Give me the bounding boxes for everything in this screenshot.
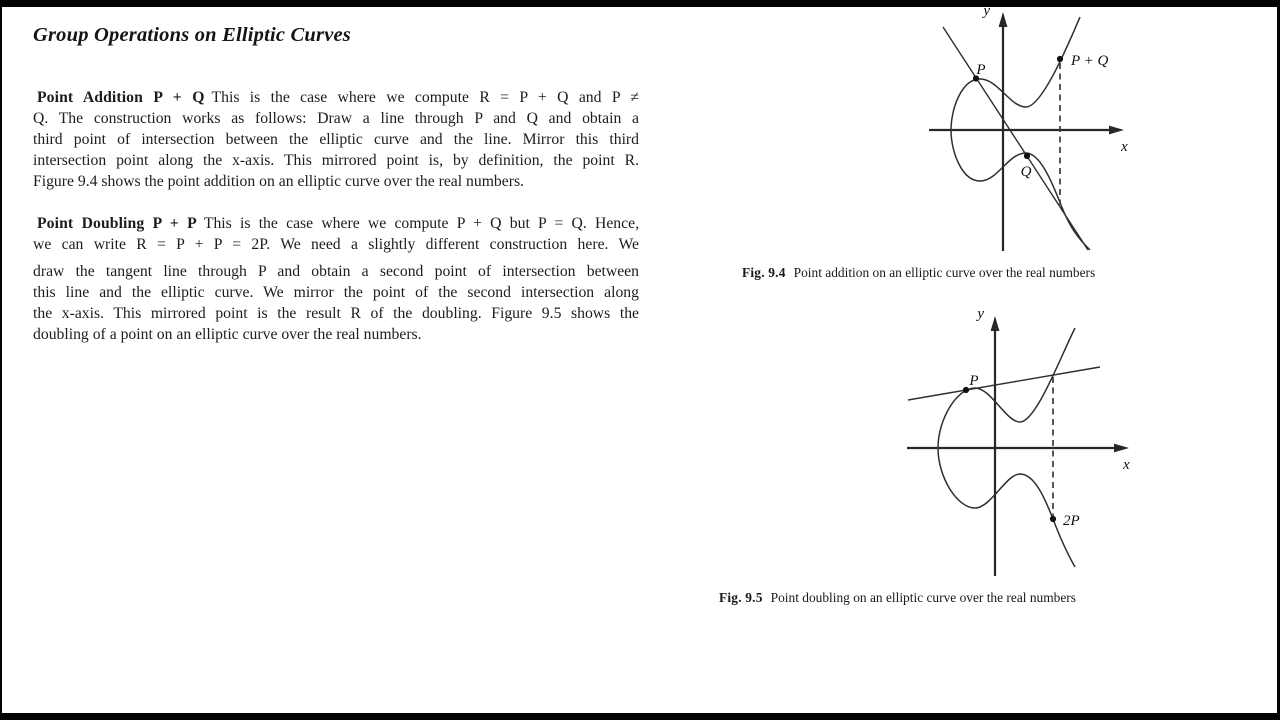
text-line: we can write R = P + P = 2P. We need a slightly different construction here. We [33,236,639,253]
figure-9-5-caption-text: Point doubling on an elliptic curve over the real numbers [770,590,1076,605]
x-axis-label: x [1121,139,1128,155]
text-line: intersection point along the x-axis. This mirrored point is, by definition, the point R. [33,152,639,169]
text-line: third point of intersection between the elliptic curve and the line. Mirror this third [33,131,639,148]
figure-9-4-caption-label: Fig. 9.4 [742,265,786,280]
figure-9-5-caption [719,590,1076,606]
figure-9-5-plot [888,300,1160,580]
tangent-line-through-p [908,367,1100,400]
figure-9-4-caption [742,265,1095,281]
figure-9-4-caption-text: Point addition on an elliptic curve over the real numbers [793,265,1096,280]
frame-left-edge [0,0,2,720]
line-through-p-q [943,27,1088,250]
elliptic-curve-path [951,17,1090,250]
x-axis-arrow-icon [1109,126,1124,135]
text-line-rest: This is the case where we compute R = P + Q and P ≠ [211,89,639,106]
text-line: the x-axis. This mirrored point is the result R of the doubling. Figure 9.5 shows the [33,305,639,322]
point-p-dot [963,387,969,393]
y-axis-label: y [983,3,990,19]
y-axis-arrow-icon [999,12,1008,27]
y-axis-arrow-icon [991,316,1000,331]
point-2p-label: 2P [1063,513,1080,529]
text-line: this line and the elliptic curve. We mirror the point of the second intersection along [33,284,639,301]
figure-9-4-plot [900,0,1160,258]
text-line: doubling of a point on an elliptic curve over the real numbers. [33,326,422,343]
run-in-heading-point-addition: Point Addition P + Q [37,89,205,106]
y-axis-label: y [977,306,984,322]
point-q-label: Q [1020,164,1032,180]
text-line [33,213,639,234]
text-line [33,87,639,108]
letterbox-bottom-bar [0,713,1280,720]
point-p-plus-q-label: P + Q [1071,53,1109,69]
x-axis-label: x [1123,457,1130,473]
point-p-plus-q-dot [1057,56,1063,62]
run-in-heading-point-doubling: Point Doubling P + P [37,215,197,232]
figure-9-5-caption-label: Fig. 9.5 [719,590,763,605]
paragraph-point-doubling [33,213,639,345]
text-line-rest: This is the case where we compute P + Q but P = Q. Hence, [203,215,639,232]
text-line: draw the tangent line through P and obtain a second point of intersection between [33,263,639,280]
point-p-label: P [969,373,979,389]
point-2p-dot [1050,516,1056,522]
page-title: Group Operations on Elliptic Curves [33,24,351,46]
text-line: Q. The construction works as follows: Draw a line through P and Q and obtain a [33,110,639,127]
point-q-dot [1024,153,1030,159]
x-axis-arrow-icon [1114,444,1129,453]
point-p-label: P [976,62,986,78]
text-line: Figure 9.4 shows the point addition on an elliptic curve over the real numbers. [33,173,524,190]
paragraph-point-addition [33,87,639,192]
